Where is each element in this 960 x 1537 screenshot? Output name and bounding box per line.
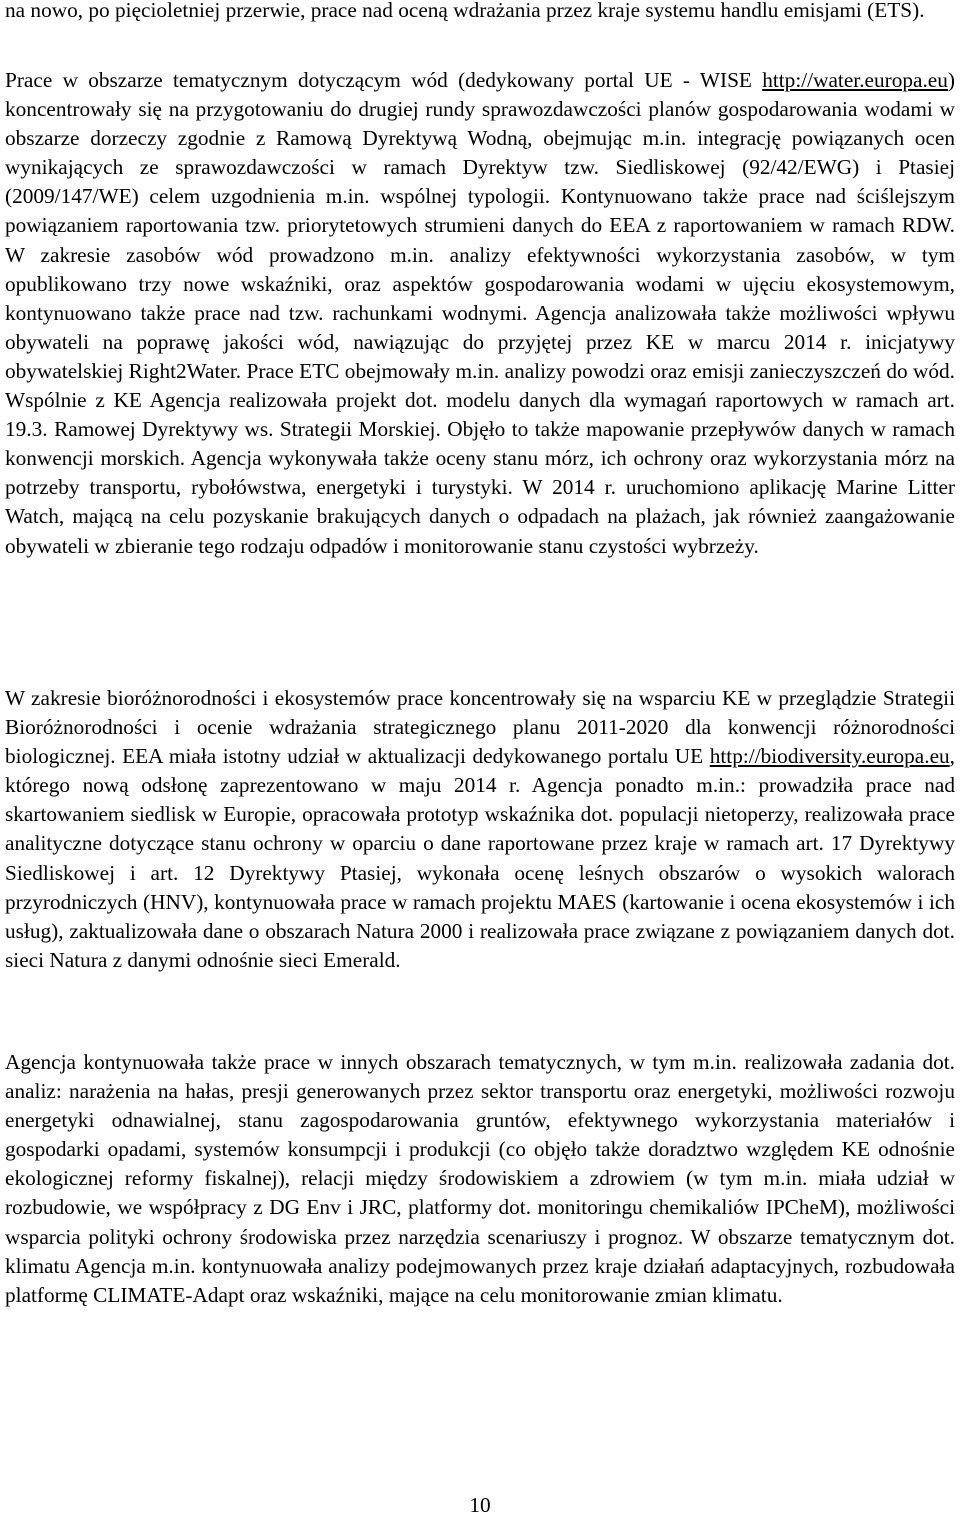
paragraph-ets: na nowo, po pięcioletniej przerwie, prace nad oceną wdrażania przez kraje systemu handlu emisjami (ETS). (5, 0, 925, 22)
page-number: 10 (469, 1493, 491, 1517)
paragraph-other-areas: Agencja kontynuowała także prace w innych obszarach tematycznych, w tym m.in. realizowała zadania dot. analiz: narażenia na hałas, presji generowanych przez sektor transportu oraz energetyki, możliwości rozwoju energetyki odnawialnej, stanu zagospodarowania gruntów, efektywnego wykorzystania materiałów i gospodarki opadami, systemów konsumpcji i produkcji (co objęło także doradztwo względem KE odnośnie ekologicznej reformy fiskalnej), relacji między środowiskiem a zdrowiem (w tym m.in. miała udział w rozbudowie, we współpracy z DG Env i JRC, platformy dot. monitoringu chemikaliów IPCheM), możliwości wsparcia polityki ochrony środowiska przez narzędzia scenariuszy i prognoz. W obszarze tematycznym dot. klimatu Agencja m.in. kontynuowała analizy podejmowanych przez kraje działań adaptacyjnych, rozbudowała platformę CLIMATE-Adapt oraz wskaźniki, mające na celu monitorowanie zmian klimatu. (5, 1050, 955, 1307)
paragraph-biodiversity (5, 684, 955, 975)
paragraph-biodiversity-text-start: W zakresie bioróżnorodności i ekosystemów prace koncentrowały się na wsparciu KE w przeglądzie Strategii Bioróżnorodności i ocenie wdrażania strategicznego planu 2011-2020 dla konwencji różnorodności biologicznej. EEA miała istotny udział w aktualizacji dedykowanego portalu UE (5, 686, 955, 769)
paragraph-biodiversity-text-end: , którego nową odsłonę zaprezentowano w maju 2014 r. Agencja ponadto m.in.: prowadziła prace nad skartowaniem siedlisk w Europie, opracowała prototyp wskaźnika dot. populacji nietoperzy, realizowała prace analityczne dotyczące stanu ochrony w oparciu o dane raportowane przez kraje w ramach art. 17 Dyrektywy Siedliskowej i art. 12 Dyrektywy Ptasiej, wykonała ocenę leśnych obszarów o wysokich walorach przyrodniczych (HNV), kontynuowała prace w ramach projektu MAES (kartowanie i ocena ekosystemów i ich usług), zaktualizowała dane o obszarach Natura 2000 i realizowała prace związane z powiązaniem danych dot. sieci Natura z danymi odnośnie sieci Emerald. (5, 744, 955, 972)
wise-portal-link[interactable]: http://water.europa.eu (762, 68, 948, 92)
biodiversity-portal-link[interactable]: http://biodiversity.europa.eu (709, 744, 950, 769)
paragraph-water-text-start: Prace w obszarze tematycznym dotyczącym wód (dedykowany portal UE - WISE (5, 68, 763, 92)
paragraph-water (5, 66, 955, 561)
paragraph-water-text-end: ) koncentrowały się na przygotowaniu do drugiej rundy sprawozdawczości planów gospodarowania wodami w obszarze dorzeczy zgodnie z Ramową Dyrektywą Wodną, obejmując m.in. integrację powiązanych ocen wynikających ze sprawozdawczości w ramach Dyrektyw tzw. Siedliskowej (92/42/EWG) i Ptasiej (2009/147/WE) celem uzgodnienia m.in. wspólnej typologii. Kontynuowano także prace nad ściślejszym powiązaniem raportowania tzw. priorytetowych strumieni danych do EEA z raportowaniem w ramach RDW. W zakresie zasobów wód prowadzono m.in. analizy efektywności wykorzystania zasobów, w tym opublikowano trzy nowe wskaźniki, oraz aspektów gospodarowania wodami w ujęciu ekosystemowym, kontynuowano także prace nad tzw. rachunkami wodnymi. Agencja analizowała także możliwości wpływu obywateli na poprawę jakości wód, nawiązując do przyjętej przez KE w marcu 2014 r. inicjatywy obywatelskiej Right2Water. Prace ETC obejmowały m.in. analizy powodzi oraz emisji zanieczyszczeń do wód. Wspólnie z KE Agencja realizowała projekt dot. modelu danych dla wymagań raportowych w ramach art. 19.3. Ramowej Dyrektywy ws. Strategii Morskiej. Objęło to także mapowanie przepływów danych w ramach konwencji morskich. Agencja wykonywała także oceny stanu mórz, ich ochrony oraz wykorzystania mórz na potrzeby transportu, rybołówstwa, energetyki i turystyki. W 2014 r. uruchomiono aplikację Marine Litter Watch, mającą na celu pozyskanie brakujących danych o odpadach na plażach, jak również zaangażowanie obywateli w zbieranie tego rodzaju odpadów i monitorowanie stanu czystości wybrzeży. (5, 68, 955, 558)
